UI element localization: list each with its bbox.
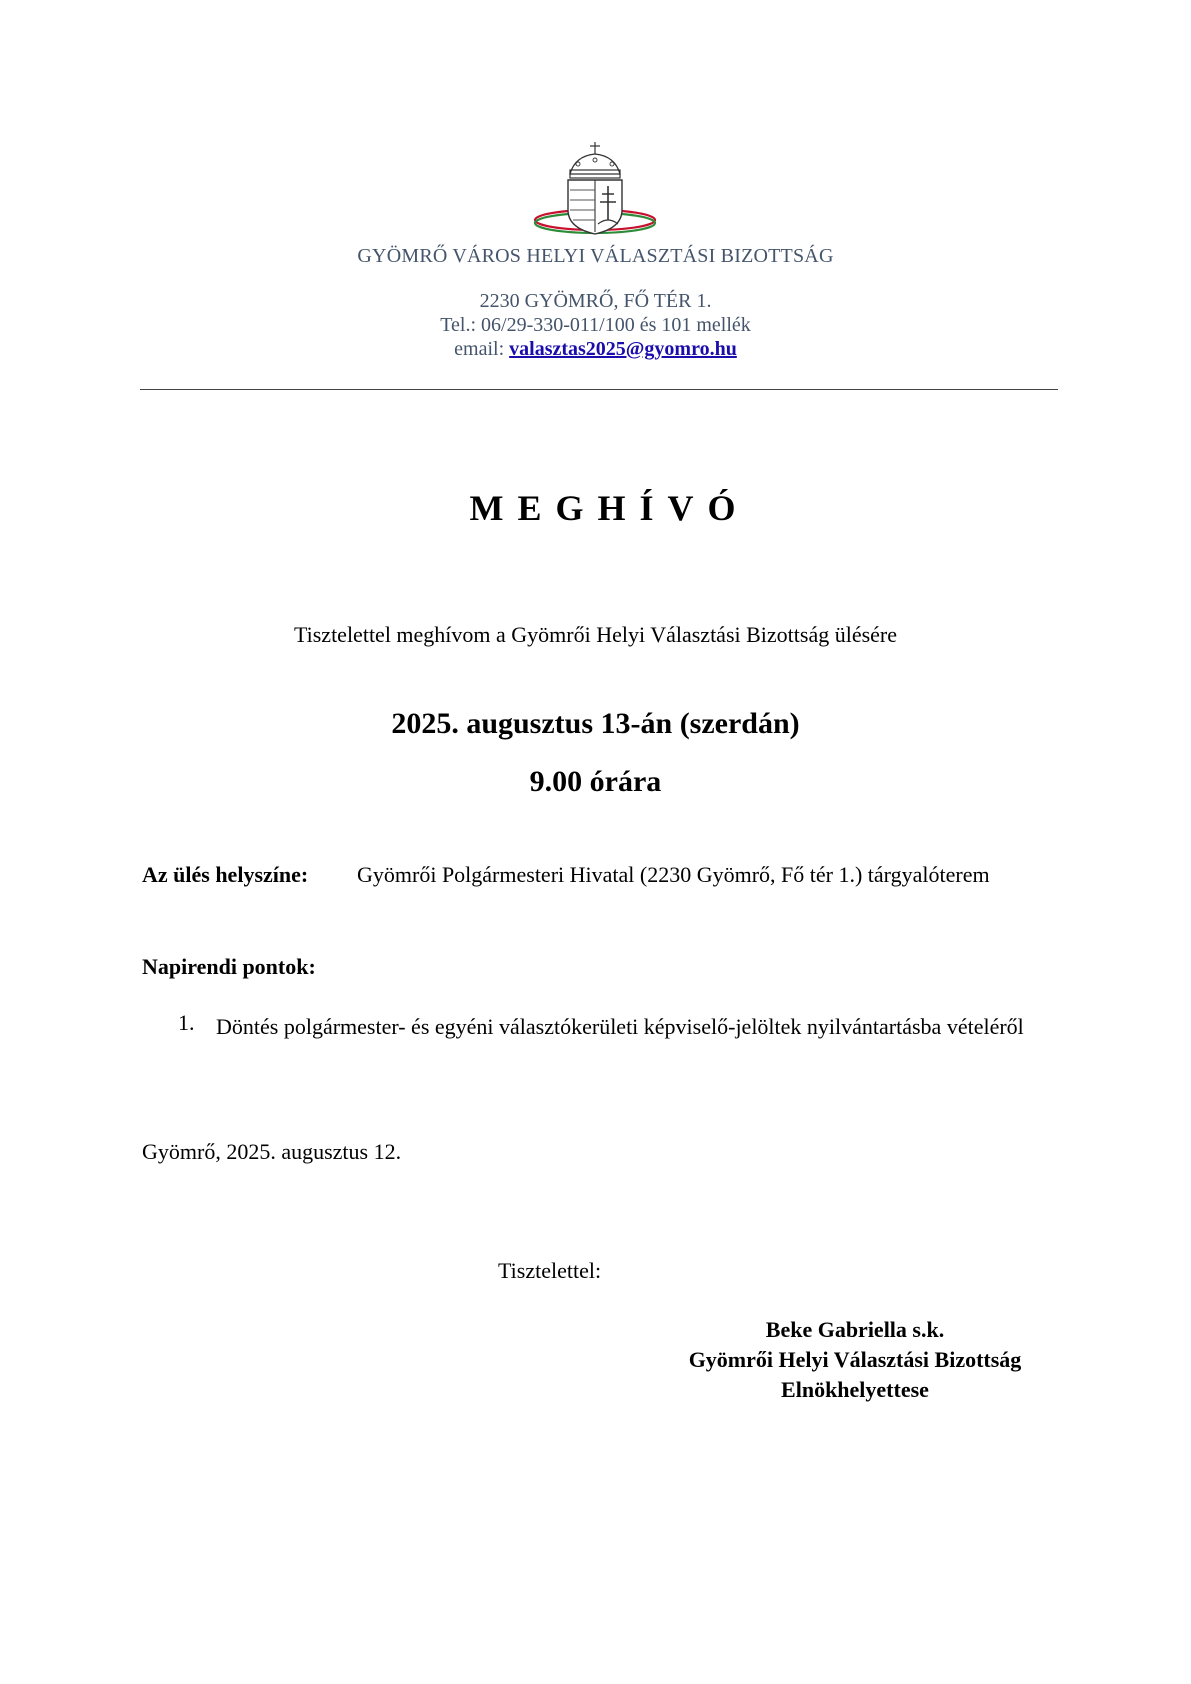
coat-of-arms-icon xyxy=(530,140,660,240)
meeting-time: 9.00 órára xyxy=(529,765,662,798)
agenda-item-number: 1. xyxy=(178,1010,195,1035)
location-label: Az ülés helyszíne: xyxy=(142,862,309,887)
place-and-date: Gyömrő, 2025. augusztus 12. xyxy=(142,1139,402,1164)
invitation-text: Tisztelettel meghívom a Gyömrői Helyi Választási Bizottság ülésére xyxy=(293,622,898,647)
organization-name: GYÖMRŐ VÁROS HELYI VÁLASZTÁSI BIZOTTSÁG xyxy=(357,245,834,267)
telephone-line: Tel.: 06/29-330-011/100 és 101 mellék xyxy=(440,314,751,336)
agenda-item-text: Döntés polgármester- és egyéni választókerületi képviselő-jelöltek nyilvántartásba vételéről xyxy=(216,1014,1024,1039)
email-link[interactable]: valasztas2025@gyomro.hu xyxy=(509,338,737,360)
email-line xyxy=(0,337,1191,361)
document-title: MEGHÍVÓ xyxy=(469,488,750,528)
agenda-title: Napirendi pontok: xyxy=(142,954,316,979)
email-label: email: xyxy=(454,338,510,360)
signatory-organization: Gyömrői Helyi Választási Bizottság xyxy=(688,1347,1022,1372)
signatory-name: Beke Gabriella s.k. xyxy=(765,1317,945,1342)
closing-greeting: Tisztelettel: xyxy=(498,1258,602,1283)
location-value: Gyömrői Polgármesteri Hivatal (2230 Gyömrő, Fő tér 1.) tárgyalóterem xyxy=(357,862,990,887)
header-divider xyxy=(140,389,1058,390)
signatory-role: Elnökhelyettese xyxy=(781,1377,929,1402)
address-line: 2230 GYÖMRŐ, FŐ TÉR 1. xyxy=(479,290,712,312)
meeting-date: 2025. augusztus 13-án (szerdán) xyxy=(391,707,800,740)
